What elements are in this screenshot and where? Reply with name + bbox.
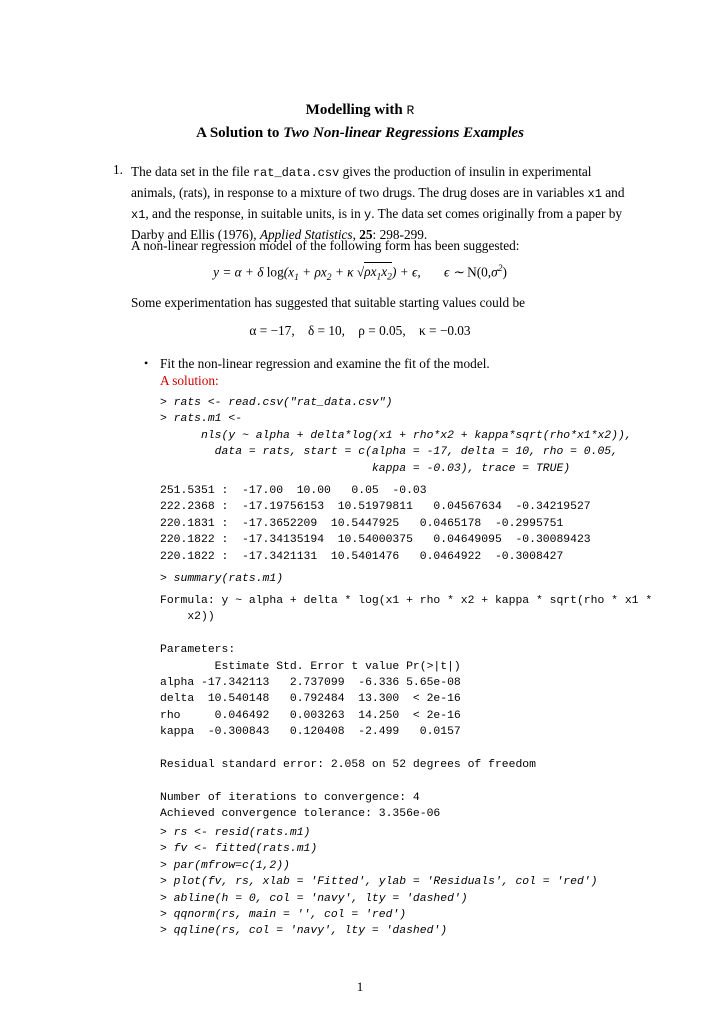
- code-summary: > summary(rats.m1): [160, 573, 284, 585]
- trace-output: 251.5351 : -17.00 10.00 0.05 -0.03 222.2368 : -17.19756153 10.51979811 0.04567634 -0.34219527 220.1831 : -17.3652209 10.5447925 0.0465178 -0.2995751 220.1822 : -17.34135194 10.54000375 0.04649095 -0.30089423 220.1822 : -17.3421131 10.5401476 0.0464922 -0.3008427: [160, 485, 591, 563]
- r-language-name: R: [406, 103, 415, 118]
- subtitle-italic: Two Non-linear Regressions Examples: [283, 125, 524, 141]
- document-subtitle: A Solution to Two Non-linear Regressions Examples: [196, 125, 524, 141]
- model-sentence: A non-linear regression model of the following form has been suggested:: [131, 238, 520, 253]
- solution-label: A solution:: [160, 373, 219, 388]
- starting-values: α = −17, δ = 10, ρ = 0.05, κ = −0.03: [249, 323, 471, 338]
- code-fit-model: > rats <- read.csv("rat_data.csv") > rats.m1 <- nls(y ~ alpha + delta*log(x1 + rho*x2 + kappa*sqrt(rho*x1*x2)), data = rats, start = c(alpha = -17, delta = 10, rho = 0.05, kappa = -0.03), trace = TRUE): [160, 397, 632, 475]
- task-text: Fit the non-linear regression and examine the fit of the model.: [160, 356, 490, 371]
- intro-paragraph: The data set in the file rat_data.csv gives the production of insulin in experimental animals, (rats), in response to a mixture of two drugs. The drug doses are in variables x1 and x1, and the response, in suitable units, is in y. The data set comes originally from a paper by Darby and Ellis (1976), Applied Statistics, 25: 298-299.: [131, 164, 625, 242]
- document-title: Modelling with R: [305, 102, 415, 118]
- item-number: 1.: [113, 162, 123, 177]
- summary-output: Formula: y ~ alpha + delta * log(x1 + rho * x2 + kappa * sqrt(rho * x1 * x2)) Parameters: Estimate Std. Error t value Pr(>|t|) alpha -17.342113 2.737099 -6.336 5.65e-08 delta 10.540148 0.792484 13.300 < 2e-16 rho 0.046492 0.003263 14.250 < 2e-16 kappa -0.300843 0.120408 -2.499 0.0157 Residual standard error: 2.058 on 52 degrees of freedom Number of iterations to convergence: 4 Achieved convergence tolerance: 3.356e-06: [160, 595, 653, 821]
- model-equation: y = α + δ $\log(x_1 + \rho x_2 + \kappa$ $√\rho x_1x_2) + \epsilon$, ϵ ∼ $N(0,\sigma^2)$: [213, 263, 507, 284]
- bullet-icon: •: [144, 356, 149, 370]
- start-sentence: Some experimentation has suggested that suitable starting values could be: [131, 295, 526, 310]
- page-number: 1: [356, 979, 364, 994]
- code-diagnostics: > rs <- resid(rats.m1) > fv <- fitted(rats.m1) > par(mfrow=c(1,2)) > plot(fv, rs, xlab = 'Fitted', ylab = 'Residuals', col = 'red') > abline(h = 0, col = 'navy', lty = 'dashed') > qqnorm(rs, main = '', col = 'red') > qqline(rs, col = 'navy', lty = 'dashed'): [160, 827, 598, 938]
